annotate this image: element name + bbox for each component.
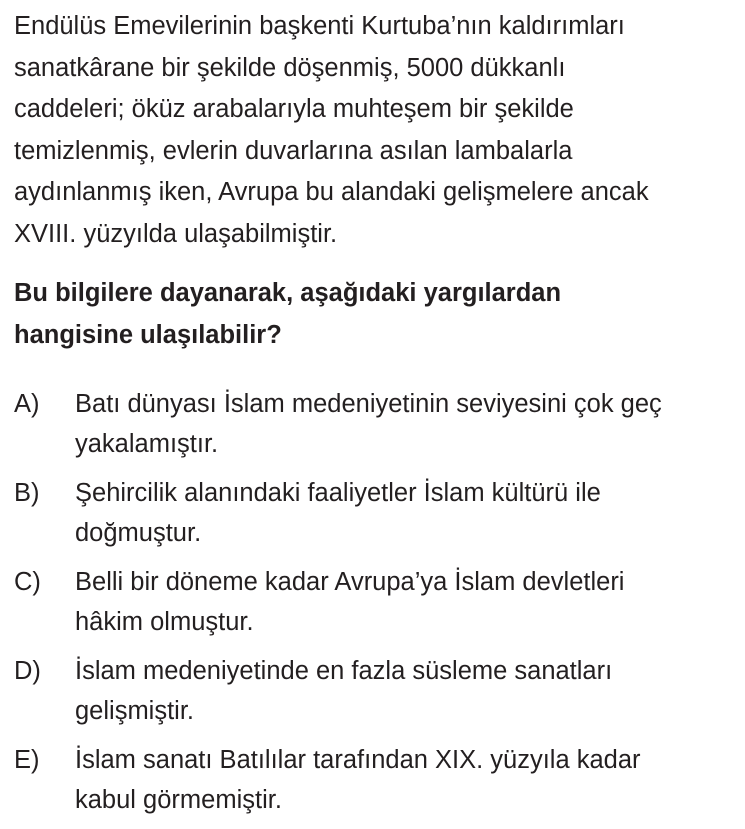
option-text-line: doğmuştur.: [75, 519, 202, 547]
question-page: [14, 6, 734, 829]
question-line: hangisine ulaşılabilir?: [14, 320, 282, 349]
option-letter: A): [14, 390, 40, 418]
option-text-line: hâkim olmuştur.: [75, 608, 254, 636]
option-text-line: Belli bir döneme kadar Avrupa’ya İslam devletleri: [75, 568, 625, 596]
option-text-line: İslam sanatı Batılılar tarafından XIX. yüzyıla kadar: [75, 746, 641, 774]
question-stem: [14, 273, 734, 356]
question-line: Bu bilgilere dayanarak, aşağıdaki yargılardan: [14, 279, 562, 307]
option-text-line: yakalamıştır.: [75, 430, 219, 458]
option-e[interactable]: [14, 740, 734, 820]
option-c[interactable]: [14, 562, 734, 642]
option-letter: B): [14, 479, 40, 507]
option-letter: D): [14, 657, 41, 685]
passage-text: [14, 6, 734, 255]
passage-line: aydınlanmış iken, Avrupa bu alandaki gelişmelere ancak: [14, 178, 649, 206]
option-letter: C): [14, 568, 41, 596]
option-b[interactable]: [14, 473, 734, 553]
option-text-line: İslam medeniyetinde en fazla süsleme sanatları: [75, 657, 613, 685]
option-text-line: Şehircilik alanındaki faaliyetler İslam kültürü ile: [75, 479, 601, 507]
passage-line: temizlenmiş, evlerin duvarlarına asılan lambalarla: [14, 136, 573, 165]
answer-options: [14, 384, 734, 820]
passage-line: Endülüs Emevilerinin başkenti Kurtuba’nın kaldırımları: [14, 12, 625, 40]
option-d[interactable]: [14, 651, 734, 731]
option-text-line: gelişmiştir.: [75, 697, 195, 725]
option-letter: E): [14, 746, 40, 774]
option-a[interactable]: [14, 384, 734, 464]
passage-line: caddeleri; öküz arabalarıyla muhteşem bir şekilde: [14, 95, 574, 123]
option-text-line: kabul görmemiştir.: [75, 786, 282, 814]
passage-line: XVIII. yüzyılda ulaşabilmiştir.: [14, 219, 338, 248]
passage-line: sanatkârane bir şekilde döşenmiş, 5000 dükkanlı: [14, 53, 566, 82]
option-text-line: Batı dünyası İslam medeniyetinin seviyesini çok geç: [75, 390, 662, 418]
